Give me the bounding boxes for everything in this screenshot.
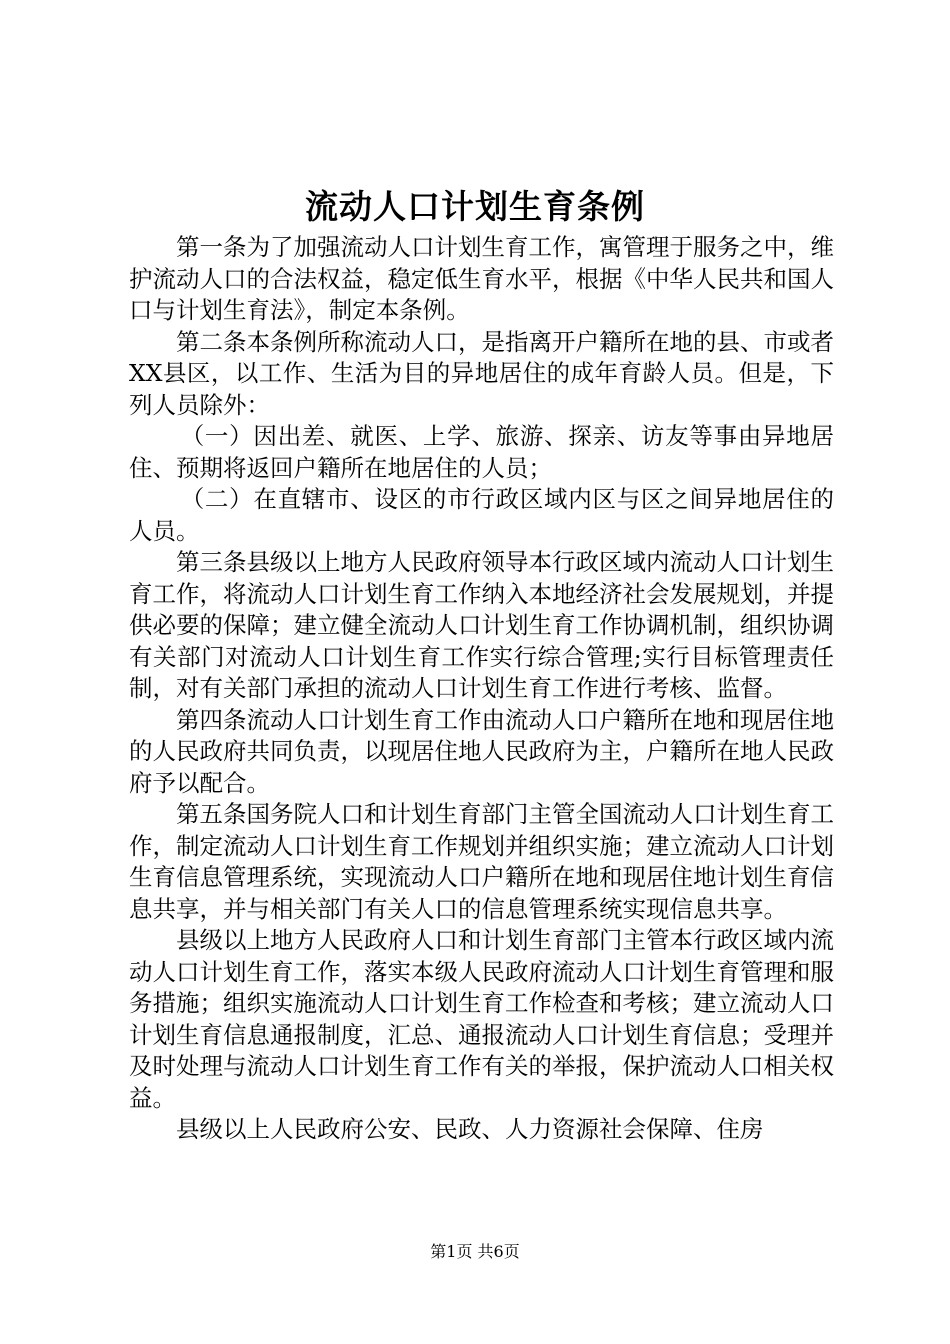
paragraph-county-departments: 县级以上地方人民政府人口和计划生育部门主管本行政区域内流动人口计划生育工作，落实本级人民政府流动人口计划生育管理和服务措施；组织实施流动人口计划生育工作检查和考核；建立流动人口计划生育信息通报制度，汇总、通报流动人口计划生育信息；受理并及时处理与流动人口计划生育工作有关的举报，保护流动人口相关权益。: [129, 926, 834, 1112]
paragraph-article-5: 第五条国务院人口和计划生育部门主管全国流动人口计划生育工作，制定流动人口计划生育工作规划并组织实施；建立流动人口计划生育信息管理系统，实现流动人口户籍所在地和现居住地计划生育信息共享，并与相关部门有关人口的信息管理系统实现信息共享。: [129, 800, 834, 923]
document-title: 流动人口计划生育条例: [305, 187, 645, 226]
paragraph-article-1: 第一条为了加强流动人口计划生育工作，寓管理于服务之中，维护流动人口的合法权益，稳定低生育水平，根据《中华人民共和国人口与计划生育法》，制定本条例。: [129, 233, 834, 324]
document-body: [129, 232, 834, 1146]
paragraph-exception-1: （一）因出差、就医、上学、旅游、探亲、访友等事由异地居住、预期将返回户籍所在地居住的人员；: [129, 422, 834, 482]
page-number-footer: 第1页 共6页: [430, 1242, 520, 1261]
paragraph-exception-2: （二）在直辖市、设区的市行政区域内区与区之间异地居住的人员。: [129, 485, 834, 545]
paragraph-article-3: 第三条县级以上地方人民政府领导本行政区域内流动人口计划生育工作，将流动人口计划生育工作纳入本地经济社会发展规划，并提供必要的保障；建立健全流动人口计划生育工作协调机制，组织协调有关部门对流动人口计划生育工作实行综合管理;实行目标管理责任制，对有关部门承担的流动人口计划生育工作进行考核、监督。: [129, 548, 834, 702]
paragraph-county-government: 县级以上人民政府公安、民政、人力资源社会保障、住房: [176, 1115, 764, 1143]
paragraph-article-2: 第二条本条例所称流动人口，是指离开户籍所在地的县、市或者XX县区，以工作、生活为目的异地居住的成年育龄人员。但是，下列人员除外：: [129, 327, 834, 419]
paragraph-article-4: 第四条流动人口计划生育工作由流动人口户籍所在地和现居住地的人民政府共同负责，以现居住地人民政府为主，户籍所在地人民政府予以配合。: [129, 705, 834, 797]
